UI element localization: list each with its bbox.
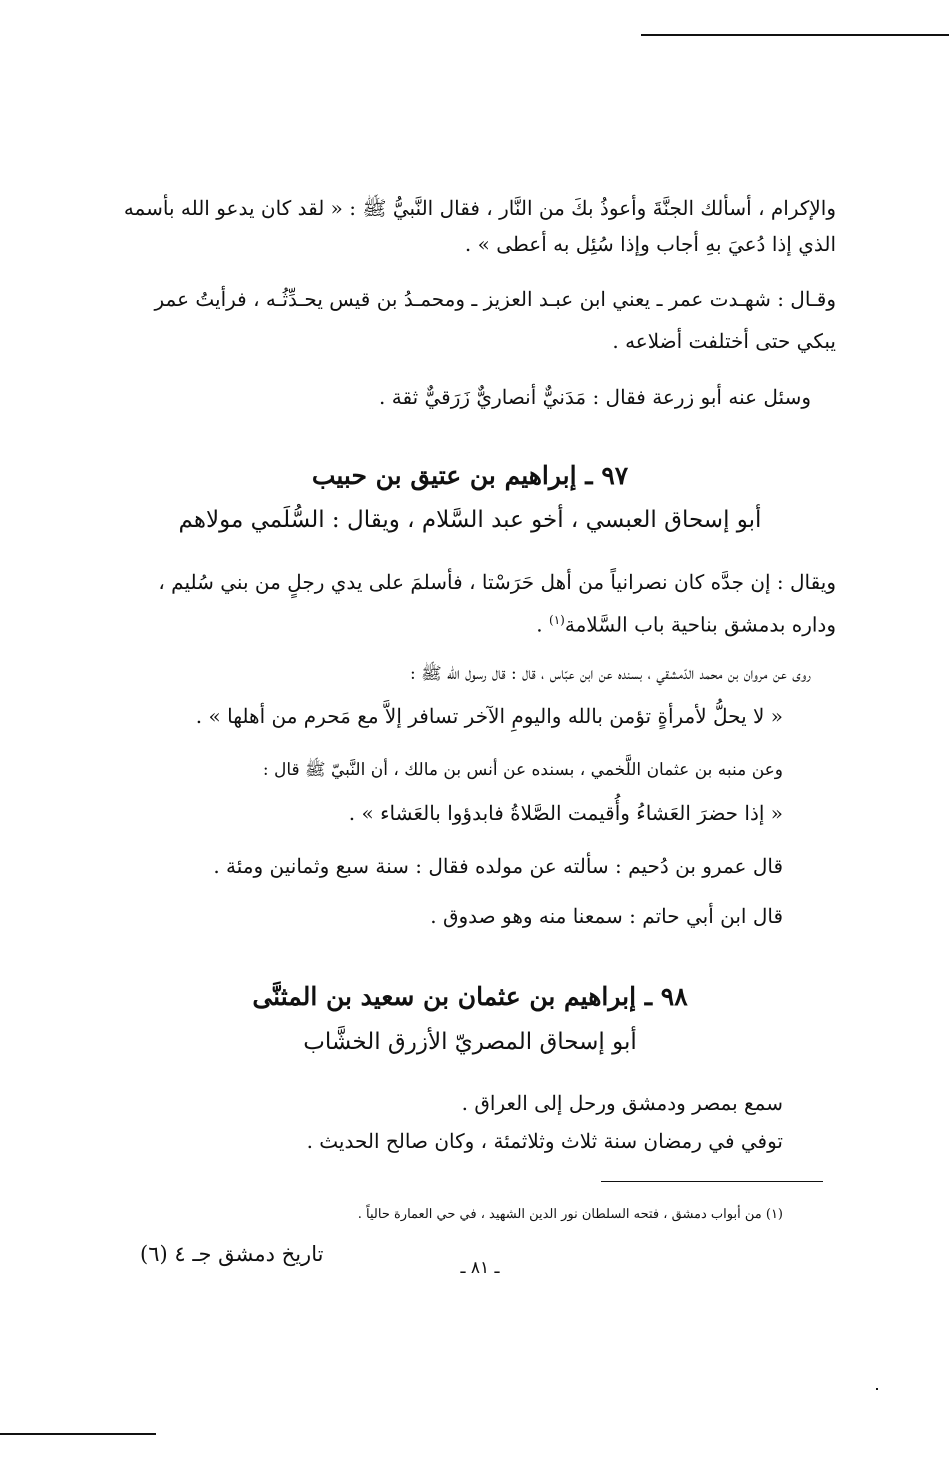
book-signature: تاريخ دمشق جـ ٤ (٦) — [140, 1242, 324, 1266]
hadith-2-text: « إذا حضرَ العَشاءُ وأُقيمت الصَّلاةُ فابدؤوا بالعَشاء » . — [348, 801, 783, 825]
entry-98-para-2: توفي في رمضان سنة ثلاث وثلاثمئة ، وكان صالح الحديث . — [306, 1129, 783, 1153]
entry-97-para-3: قال عمرو بن دُحيم : سألته عن مولده فقال : سنة سبع وثمانين ومئة . — [213, 854, 783, 878]
entry-98-subheading: أبو إسحاق المصريّ الأزرق الخشَّاب — [303, 1029, 637, 1055]
hadith-2-intro: وعن منبه بن عثمان اللَّخمي ، بسنده عن أنس بن مالك ، أن النَّبيّ ﷺ قال : — [262, 760, 783, 780]
text-line-2: الذي إذا دُعيَ بهِ أجاب وإذا سُئِل به أعطى » . — [464, 232, 836, 256]
entry-97-subheading: أبو إسحاق العبسي ، أخو عبد السَّلام ، ويقال : السُّلَمي مولاهم — [178, 507, 762, 533]
text-line-3: وقـال : شهـدت عمر ـ يعني ابن عبـد العزيز ـ ومحمـدُ بن قيس يحـدِّثُـه ، فرأيتُ عمر — [154, 287, 836, 311]
entry-97-para-2-text: وداره بدمشق بناحية باب السَّلامة — [564, 612, 836, 637]
entry-97-para-2-end: . — [536, 612, 550, 637]
text-line-4: يبكي حتى أختلفت أضلاعه . — [612, 329, 836, 353]
bottom-rule — [0, 1433, 156, 1435]
entry-98-heading: ٩٨ ـ إبراهيم بن عثمان بن سعيد بن المثنَّى — [252, 982, 688, 1011]
text-line-5: وسئل عنه أبو زرعة فقال : مَدَنيٌّ أنصاريٌّ زَرَقيٌّ ثقة . — [379, 385, 811, 409]
top-rule — [641, 34, 949, 36]
hadith-1-text: « لا يحلُّ لأمرأةٍ تؤمن بالله واليومِ الآخر تسافر إلاَّ مع مَحرم من أهلها » . — [195, 704, 783, 728]
entry-97-para-4: قال ابن أبي حاتم : سمعنا منه وهو صدوق . — [430, 904, 783, 928]
footnote-rule — [601, 1181, 823, 1182]
footnote-text: (١) من أبواب دمشق ، فتحه السلطان نور الدين الشهيد ، في حي العمارة حالياً . — [357, 1207, 783, 1222]
entry-97-heading: ٩٧ ـ إبراهيم بن عتيق بن حبيب — [311, 461, 629, 490]
footnote-marker: (١) — [549, 613, 565, 627]
scan-dot — [876, 1388, 878, 1390]
entry-97-para-2 — [536, 606, 836, 639]
page-number: ـ ٨١ ـ — [460, 1258, 500, 1278]
hadith-1-intro: روى عن مروان بن محمد الدّمشقي ، بسنده عن ابن عبّاس ، قال : قال رسول الله ﷺ : — [409, 664, 811, 684]
entry-97-para-1: ويقال : إن جدَّه كان نصرانياً من أهل حَرَسْتا ، فأسلمَ على يدي رجلٍ من بني سُليم ، — [158, 570, 836, 594]
entry-98-para-1: سمع بمصر ودمشق ورحل إلى العراق . — [461, 1091, 783, 1115]
text-line-1: والإكرام ، أسألك الجنَّةَ وأعوذُ بكَ من النَّار ، فقال النَّبيُّ ﷺ : « لقد كان يدعو الله بأسمه — [123, 196, 836, 220]
